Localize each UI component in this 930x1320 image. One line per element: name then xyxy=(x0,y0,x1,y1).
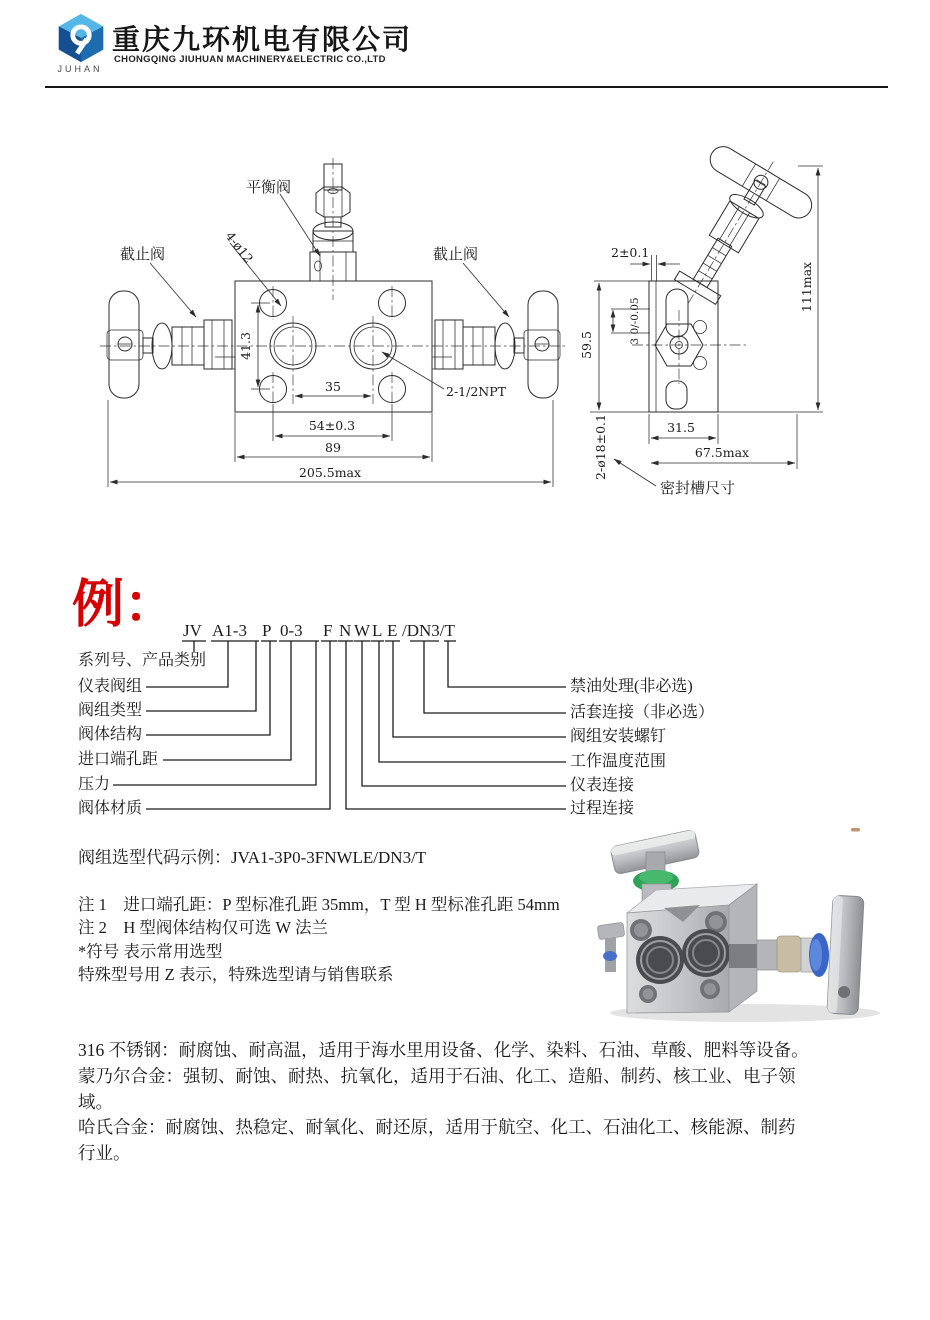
dim-31-5: 31.5 xyxy=(667,420,695,435)
note-1: 注 1 进口端孔距：P 型标准孔距 35mm，T 型 H 型标准孔距 54mm xyxy=(78,895,560,914)
bolt-holes-dim: 4-ø12 xyxy=(222,228,257,266)
company-name-cn: 重庆九环机电有限公司 xyxy=(112,25,413,56)
dim-41-3: 41.3 xyxy=(238,332,253,360)
port-size-label: 2-1/2NPT xyxy=(446,384,506,399)
code-seg-a13: A1-3 xyxy=(212,621,247,640)
code-label-manifold: 仪表阀组 xyxy=(78,678,143,695)
dim-2x18: 2-ø18±0.1 xyxy=(593,414,608,480)
code-seg-p: P xyxy=(262,621,272,640)
note-2: 注 2 H 型阀体结构仅可选 W 法兰 xyxy=(78,918,328,938)
dim-2: 2±0.1 xyxy=(611,245,650,260)
note-special: 特殊型号用 Z 表示，特殊选型请与销售联系 xyxy=(78,965,394,985)
dim-54: 54±0.3 xyxy=(308,418,356,433)
material-316: 316 不锈钢：耐腐蚀、耐高温，适用于海水里用设备、化学、染料、石油、草酸、肥料等设备。 xyxy=(78,1040,809,1060)
dim-89: 89 xyxy=(325,440,341,455)
code-seg-03: 0-3 xyxy=(280,621,303,640)
product-photo xyxy=(597,828,880,1022)
drawing-side-view xyxy=(579,132,823,497)
example-heading xyxy=(72,577,177,634)
example-code-diagram xyxy=(113,621,566,809)
code-label-oil-free: 禁油处理(非必选) xyxy=(570,678,693,695)
code-seg-n: N xyxy=(339,621,352,640)
selection-code-example: 阀组选型代码示例：JVA1-3P0-3FNWLE/DN3/T xyxy=(78,848,427,867)
drawing-front-view xyxy=(100,158,565,487)
code-label-process-connection: 过程连接 xyxy=(570,800,635,817)
dim-59-5: 59.5 xyxy=(579,331,594,359)
seal-groove-label: 密封槽尺寸 xyxy=(660,481,736,497)
dim-35: 35 xyxy=(325,379,341,394)
code-label-body-material: 阀体材质 xyxy=(78,800,143,817)
code-label-instrument-connection: 仪表连接 xyxy=(570,777,635,794)
code-seg-jv: JV xyxy=(183,621,202,640)
code-label-manifold-type: 阀组类型 xyxy=(78,702,143,719)
materials-block xyxy=(78,1038,809,1167)
logo-wordmark: JUHAN xyxy=(57,64,103,74)
dim-3-tolerance: 3 0/-0.05 xyxy=(629,297,641,345)
example-heading-text: 例： xyxy=(72,577,177,634)
code-label-union-connection: 活套连接（非必选） xyxy=(570,704,715,721)
code-label-body-structure: 阀体结构 xyxy=(78,726,143,743)
code-label-temp-range: 工作温度范围 xyxy=(570,753,667,770)
balance-valve-label: 平衡阀 xyxy=(246,180,292,196)
dim-205-5: 205.5max xyxy=(298,465,362,480)
code-seg-l: L xyxy=(372,621,383,640)
code-seg-dn3t: /DN3/T xyxy=(402,621,455,640)
code-label-inlet-spacing: 进口端孔距 xyxy=(78,751,159,768)
dim-111: 111max xyxy=(799,261,814,313)
code-label-mounting-screws: 阀组安装螺钉 xyxy=(570,728,667,745)
material-monel-1: 蒙乃尔合金：强韧、耐蚀、耐热、抗氧化，适用于石油、化工、造船、制药、核工业、电子领 xyxy=(78,1065,796,1086)
photo-artifact xyxy=(851,828,860,832)
notes-block xyxy=(78,893,560,987)
stop-valve-label-left: 截止阀 xyxy=(120,247,166,263)
material-monel-2: 域。 xyxy=(78,1091,113,1112)
code-label-pressure: 压力 xyxy=(78,776,111,793)
dim-67-5: 67.5max xyxy=(694,445,750,460)
material-hastelloy-1: 哈氏合金：耐腐蚀、热稳定、耐氧化、耐还原，适用于航空、化工、石油化工、核能源、制药 xyxy=(78,1117,796,1138)
stop-valve-label-right: 截止阀 xyxy=(433,247,479,263)
code-seg-w: W xyxy=(354,621,371,640)
code-seg-e: E xyxy=(387,621,398,640)
note-symbol: *符号 表示常用选型 xyxy=(78,941,223,961)
code-seg-f: F xyxy=(323,621,333,640)
company-name-en: CHONGQING JIUHUAN MACHINERY&ELECTRIC CO.,LTD xyxy=(114,54,386,65)
code-label-series: 系列号、产品类别 xyxy=(78,652,207,669)
material-hastelloy-2: 行业。 xyxy=(78,1143,131,1164)
